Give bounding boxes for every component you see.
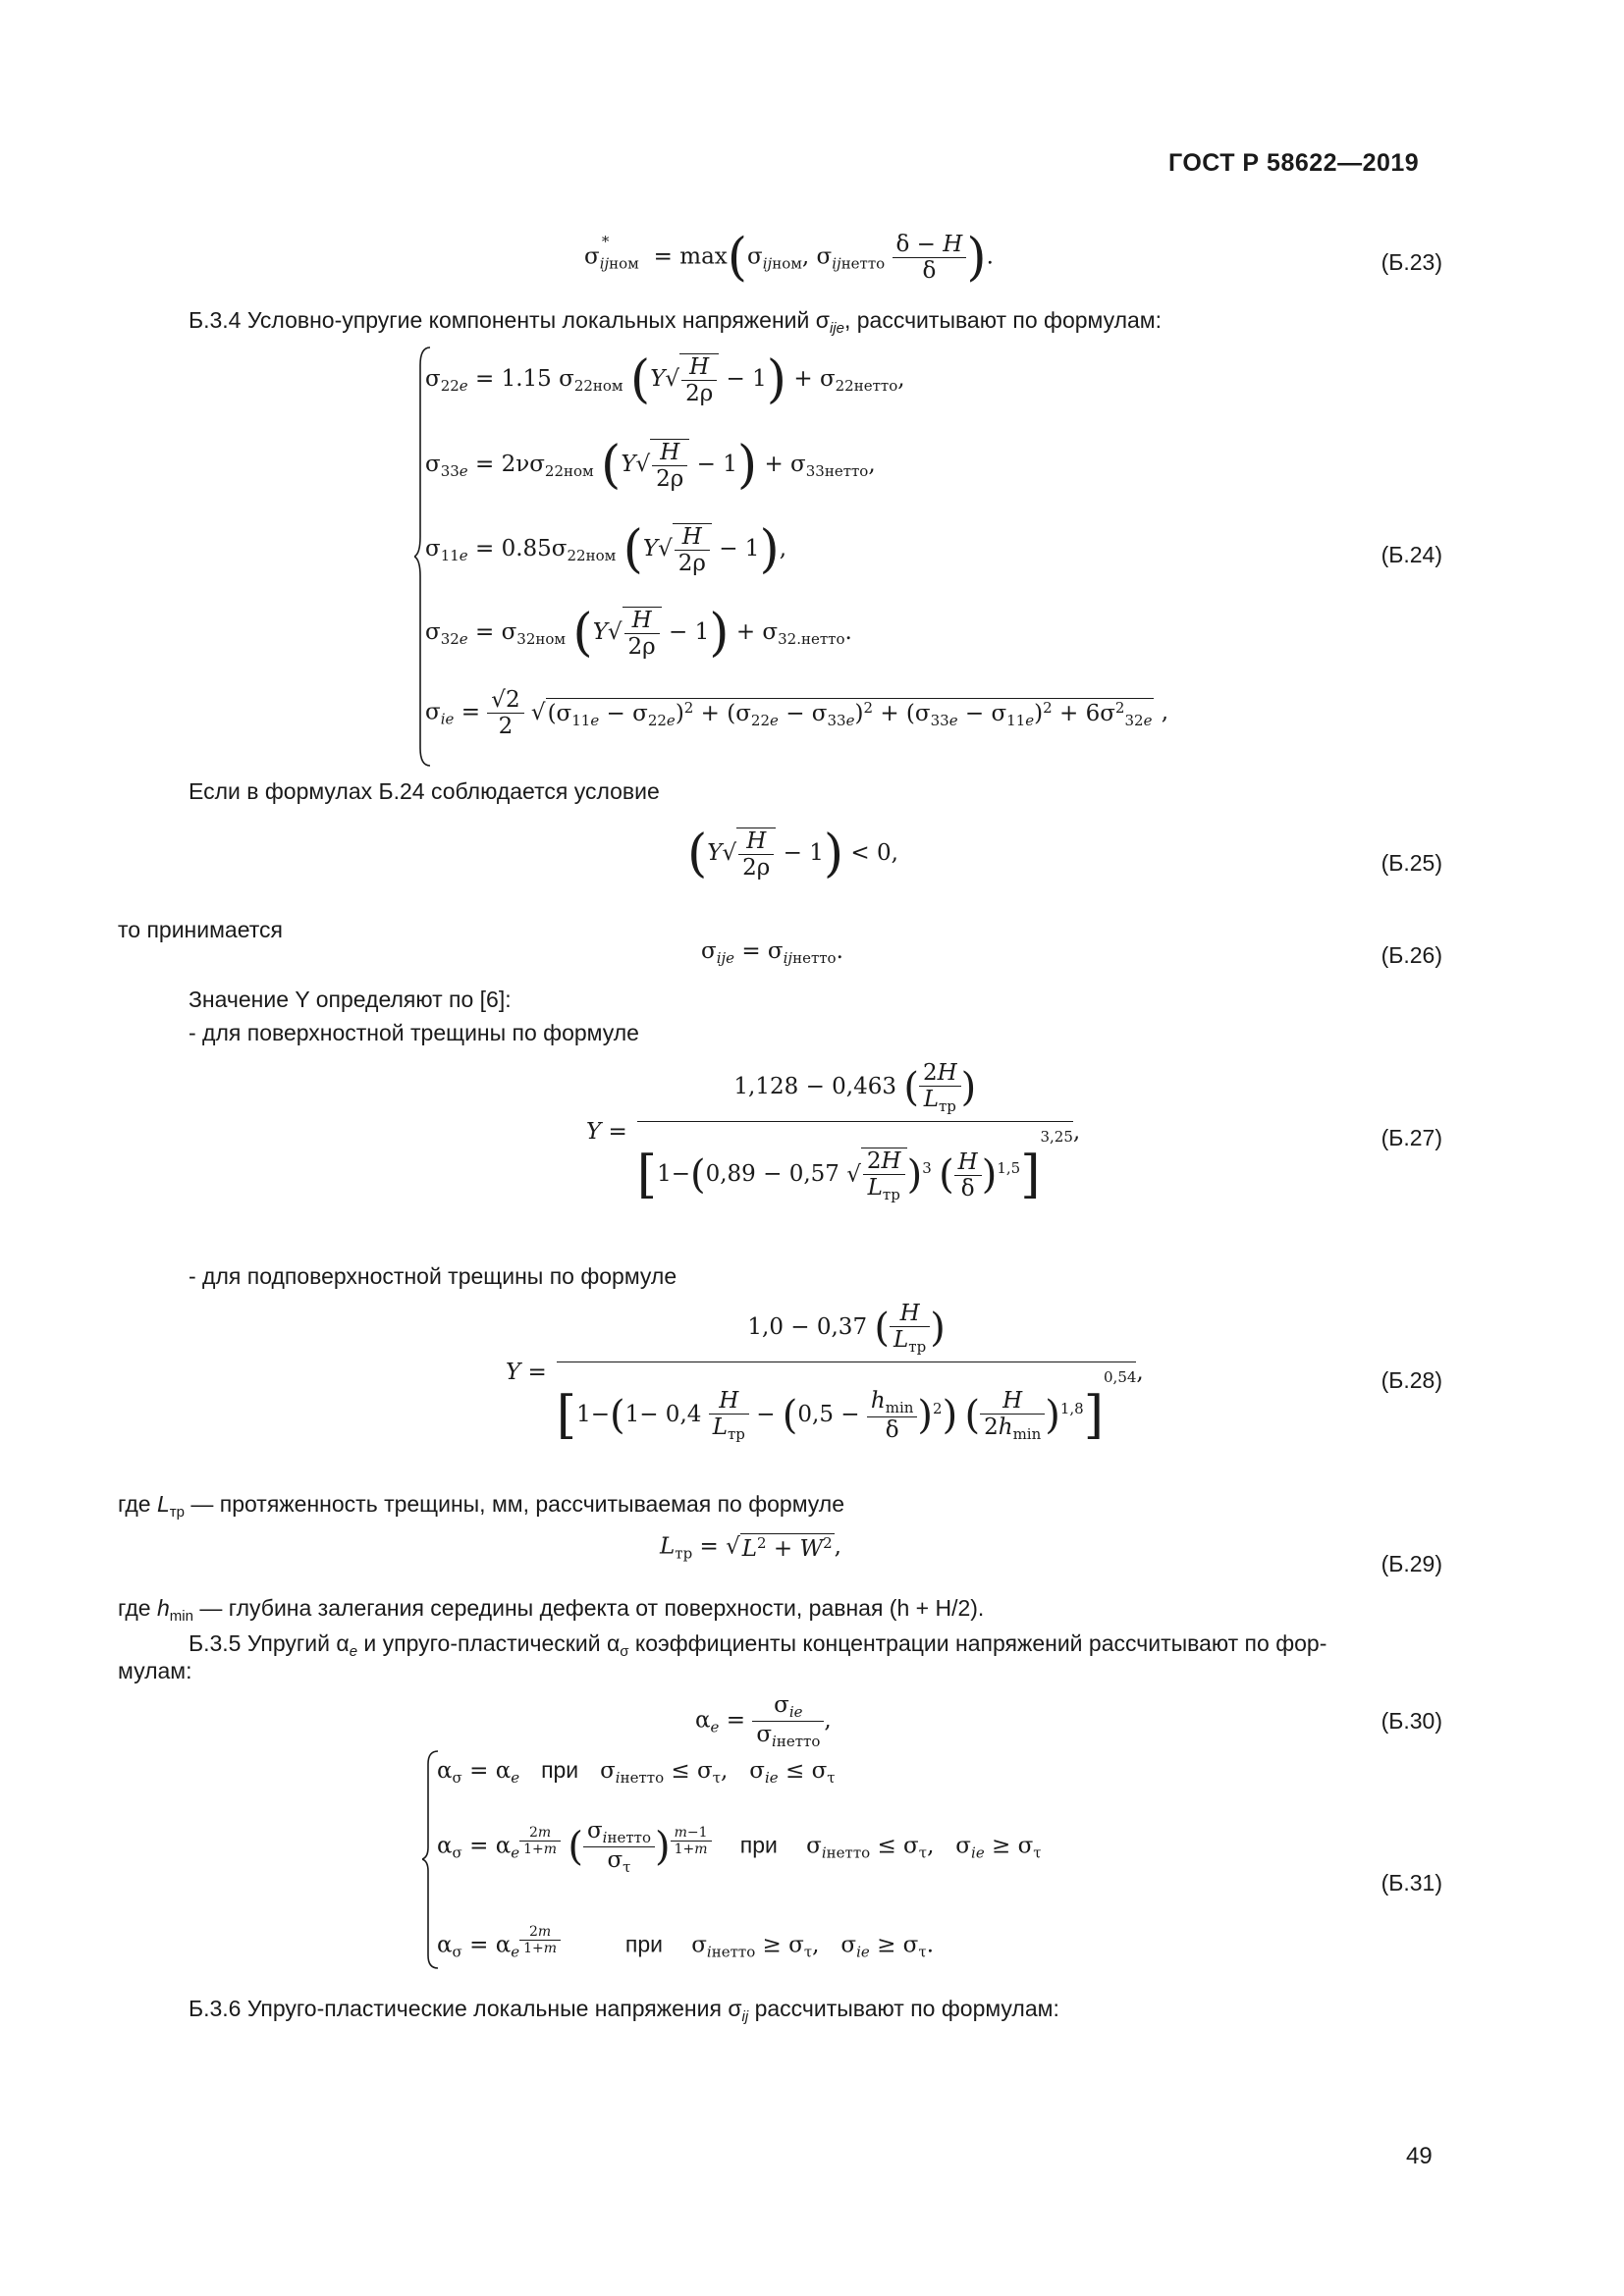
paragraph-where-l: где $L_{тр}$ — протяженность трещины, мм, рассчитываемая по формуле [118,1491,845,1521]
formula-b25: (Y√ $\frac{H}{2\rho}$ − 1) < 0, [687,825,898,883]
page-number: 49 [1406,2143,1433,2169]
formula-b31-line3: $\alpha_\sigma = \alpha_e$ $^{\frac{2m}{1+m}}$ при $\sigma_{iнетто} \ge \sigma_\tau$, $\sigma_{ie} \ge \sigma_\tau$. [437,1924,934,1961]
paragraph-b35: Б.3.5 Упругий $\alpha_e$ и упруго-пластический $\alpha_\sigma$ коэффициенты концентрации напряжений рассчитывают по фор- [189,1630,1327,1660]
equation-number-b31: (Б.31) [1380,1870,1442,1896]
formula-b24-line1: $\sigma_{22e} = 1.15$ $\sigma_{22ном}$ (Y√ $\frac{H}{2\rho}$ − $1) + \sigma_{22нетто}$, [425,350,905,409]
formula-b31-line2: $\alpha_\sigma = \alpha_e$ $^{\frac{2m}{1+m}}$ ( $\frac{\sigma_{iнетто}}{\sigma_\tau}$ ) $^{\frac{m-1}{1+m}}$ при $\sigma_{iнетто} \le \sigma_\tau$, $\sigma_{ie} \ge \sigma_\tau$ [437,1818,1042,1876]
equation-number-b25: (Б.25) [1380,850,1442,876]
equation-number-b26: (Б.26) [1380,942,1442,968]
equation-number-b27: (Б.27) [1380,1125,1442,1150]
equation-number-b23: (Б.23) [1380,249,1442,275]
paragraph-surface-crack: - для поверхностной трещины по формуле [189,1020,639,1045]
equation-number-b28: (Б.28) [1380,1367,1442,1393]
formula-b23: $\sigma_{ijном}^* = \max(\sigma_{ijном}$, $\sigma_{ijнетто}$ $\frac{\delta - H}{\delta}$ ). [584,228,994,288]
formula-b24-line2: $\sigma_{33e} = 2\nu\sigma_{22ном}$ (Y√ $\frac{H}{2\rho}$ − $1) + \sigma_{33нетто}$, [425,436,876,495]
formula-b28: Y = 1,0 − 0,37 ( $\frac{H}{L_{тр}}$ ) [1−(1− 0,4 $\frac{H}{L_{тр}}$ − (0,5 − $\frac{h_{min}}{\delta}$ )$^2$) ( $\frac{H}{2h_{min}}$ )$^{1,8}$]$^{0,54}$ , [506,1301,1144,1445]
paragraph-b36: Б.3.6 Упруго-пластические локальные напряжения $\sigma_{ij}$ рассчитывают по формулам: [189,1996,1059,2025]
formula-b24-line3: $\sigma_{11e} = 0.85\sigma_{22ном}$ (Y√ $\frac{H}{2\rho}$ − 1), [425,520,787,579]
paragraph-where-h: где $h_{min}$ — глубина залегания середины дефекта от поверхности, равная (h + H/2). [118,1595,985,1625]
formula-b30: $\alpha_e$ = $\frac{\sigma_{ie}}{\sigma_{iнетто}}$ , [695,1692,832,1750]
formula-b31-line1: $\alpha_\sigma = \alpha_e$ при $\sigma_{iнетто} \le \sigma_\tau$, $\sigma_{ie} \le \sigma_\tau$ [437,1757,836,1787]
formula-b26: $\sigma_{ije} = \sigma_{ijнетто}$. [701,938,843,967]
paragraph-b35-cont: мулам: [118,1658,192,1683]
formula-b29: $L_{тр} = √L^2 + W^2$, [660,1533,841,1563]
equation-number-b29: (Б.29) [1380,1551,1442,1576]
paragraph-if-condition: Если в формулах Б.24 соблюдается условие [189,778,660,804]
paragraph-y-defined: Значение Y определяют по [6]: [189,987,512,1012]
formula-b24-line4: $\sigma_{32e} = \sigma_{32ном}$ (Y√ $\frac{H}{2\rho}$ − $1) + \sigma_{32.нетто}$. [425,604,852,663]
equation-number-b30: (Б.30) [1380,1708,1442,1734]
formula-b24-line5: $\sigma_{ie}$ = $\frac{√2}{2}$ $√(\sigma_{11e} - \sigma_{22e})^2 + (\sigma_{22e} - \sigma_{33e})^2 + (\sigma_{33e} - \sigma_{11e})^2 + 6\sigma^2_{32e}$ , [425,687,1169,739]
document-header: ГОСТ Р 58622—2019 [1168,149,1420,177]
paragraph-then-taken: то принимается [118,917,283,942]
equation-number-b24: (Б.24) [1380,542,1442,567]
paragraph-subsurface-crack: - для подповерхностной трещины по формуле [189,1263,677,1289]
paragraph-b34: Б.3.4 Условно-упругие компоненты локальных напряжений $\sigma_{ije}$, рассчитывают по формулам: [189,307,1163,337]
formula-b27: Y = 1,128 − 0,463 ( $\frac{2H}{L_{тр}}$ ) [1−(0,89 − 0,57 √ $\frac{2H}{L_{тр}}$ )$^3$ ( $\frac{H}{\delta}$ )$^{1,5}$]$^{3,25}$ , [586,1060,1081,1204]
